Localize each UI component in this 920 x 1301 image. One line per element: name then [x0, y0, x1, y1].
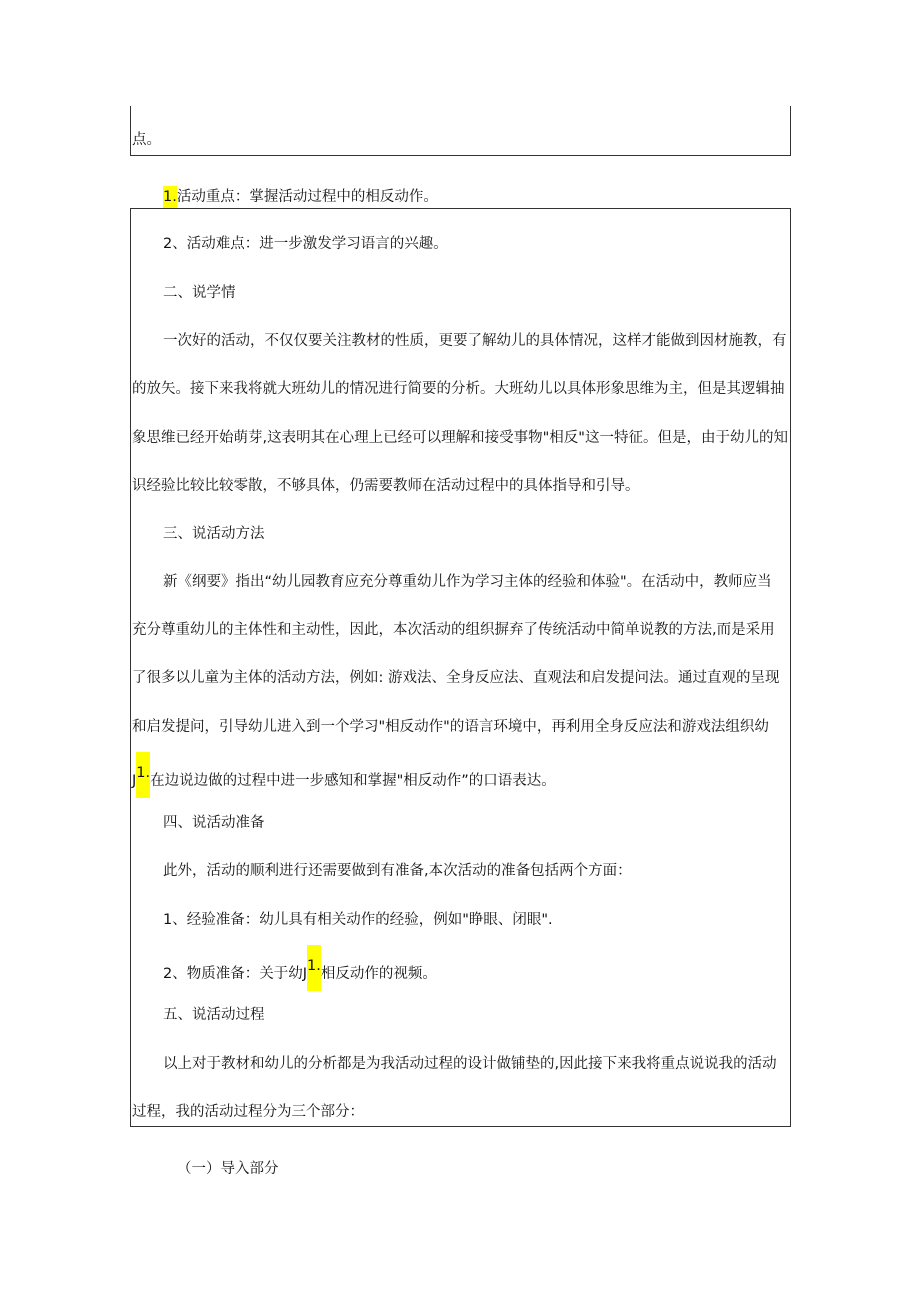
section-title-process: 五、说活动过程 — [163, 1007, 265, 1023]
line-prefix: J — [132, 773, 137, 789]
section-title-preparation: 四、说活动准备 — [163, 815, 265, 831]
prep-material — [163, 957, 437, 991]
section-title-method: 三、说活动方法 — [163, 526, 265, 542]
paragraph-line: 以上对于教材和幼儿的分析都是为我活动过程的设计做铺垫的,因此接下来我将重点说说我的活动 — [163, 1056, 777, 1072]
paragraph-line: 识经验比较比较零散，不够具体，仍需要教师在活动过程中的具体指导和引导。 — [132, 478, 640, 494]
key-point-line — [163, 186, 438, 208]
difficulty-point: 2、活动难点：进一步激发学习语言的兴趣。 — [163, 236, 448, 252]
top-cell-text: 点。 — [132, 132, 161, 148]
line-text: 在边说边做的过程中进一步感知和掌握"相反动作”的口语表达。 — [150, 773, 556, 789]
paragraph-line: 新《纲要》指出“幼儿园教育应充分尊重幼儿作为学习主体的经验和体验"。在活动中，教师应当 — [163, 574, 772, 590]
line-text: 2、物质准备：关于幼J — [163, 966, 308, 982]
paragraph-line: 和启发提问，引导幼儿进入到一个学习"相反动作"的语言环境中，再利用全身反应法和游戏法组织幼 — [132, 719, 769, 735]
highlight-marker: 1. — [307, 945, 321, 991]
key-point-text: 活动重点：掌握活动过程中的相反动作。 — [176, 189, 438, 205]
paragraph-line: 此外，活动的顺利进行还需要做到有准备,本次活动的准备包括两个方面： — [163, 863, 632, 879]
paragraph-line: 一次好的活动，不仅仅要关注教材的性质，更要了解幼儿的具体情况，这样才能做到因材施教，有 — [163, 333, 787, 349]
line-text: 相反动作的视频。 — [320, 966, 437, 982]
highlight-marker: 1. — [163, 186, 177, 208]
section-title-learning: 二、说学情 — [163, 285, 236, 301]
paragraph-line: 了很多以儿童为主体的活动方法，例如: 游戏法、全身反应法、直观法和启发提问法。通过直观的呈现 — [132, 670, 780, 686]
paragraph-line: 充分尊重幼儿的主体性和主动性，因此，本次活动的组织摒弃了传统活动中简单说教的方法,而是采用 — [132, 622, 775, 638]
top-table-cell — [130, 106, 791, 156]
paragraph-line: 的放矢。接下来我将就大班幼儿的情况进行简要的分析。大班幼儿以具体形象思维为主，但是其逻辑抽 — [132, 381, 785, 397]
highlight-marker: 1. — [136, 752, 150, 798]
paragraph-line: 象思维已经开始萌芽,这表明其在心理上已经可以理解和接受事物"相反"这一特征。但是，由于幼儿的知 — [132, 430, 788, 446]
subsection-title: （一）导入部分 — [177, 1161, 279, 1177]
paragraph-line: 过程，我的活动过程分为三个部分： — [132, 1104, 364, 1120]
paragraph-line — [132, 764, 556, 798]
prep-experience: 1、经验准备：幼儿具有相关动作的经验，例如"睁眼、闭眼". — [163, 912, 553, 928]
